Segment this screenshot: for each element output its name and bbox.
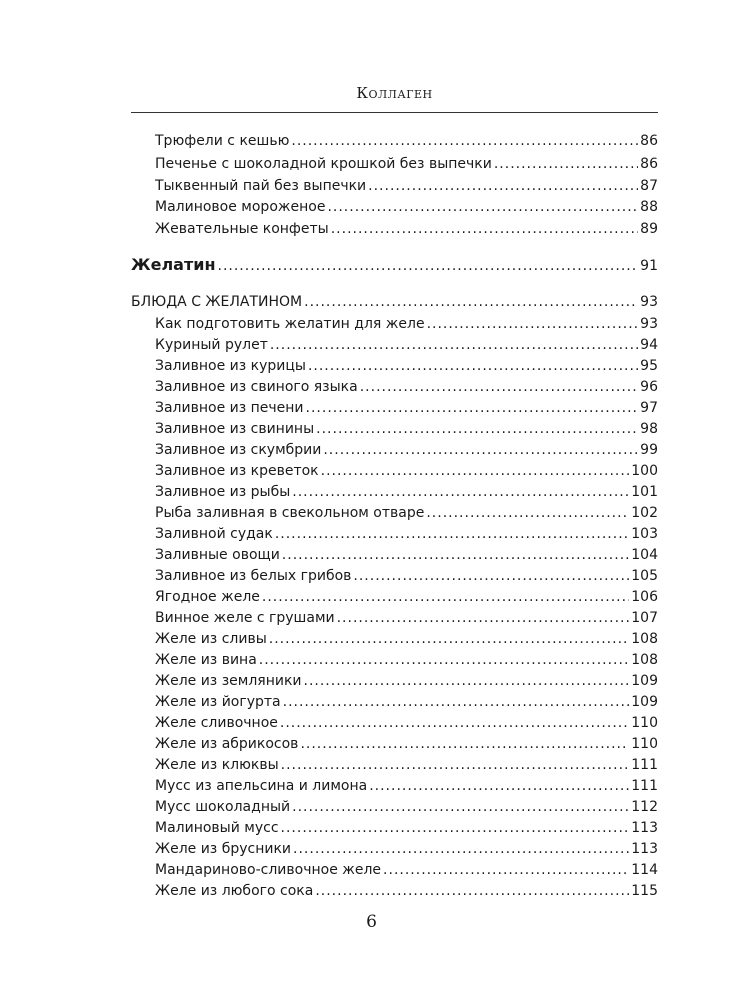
toc-entry [131, 691, 658, 713]
toc-leader [316, 418, 638, 440]
toc-entry [131, 523, 658, 545]
toc-entry-label: Малиновое мороженое [155, 199, 326, 215]
toc-entry [131, 586, 658, 608]
toc-leader [275, 523, 629, 545]
toc-leader [427, 313, 639, 335]
toc-entry [131, 817, 658, 839]
toc-leader [281, 817, 630, 839]
toc-entry-label: Мусс шоколадный [155, 799, 291, 815]
toc-entry-page: 88 [640, 199, 658, 215]
toc-entry-page: 114 [631, 862, 658, 878]
toc-entry [131, 418, 658, 440]
toc-entry-page: 93 [640, 294, 658, 310]
toc-entry [131, 880, 658, 902]
toc-entry [131, 733, 658, 755]
toc-leader [283, 691, 630, 713]
toc-entry-page: 107 [631, 610, 658, 626]
toc-entry-page: 95 [640, 358, 658, 374]
toc-leader [360, 376, 638, 398]
toc-entry-page: 86 [640, 156, 658, 172]
toc-entry [131, 153, 658, 175]
toc-entry-label: Рыба заливная в свекольном отваре [155, 505, 425, 521]
toc-leader [383, 859, 629, 881]
toc-entry [131, 754, 658, 776]
toc-entry-label: Ягодное желе [155, 589, 260, 605]
toc-entry-label: Тыквенный пай без выпечки [155, 178, 367, 194]
toc-entry-page: 86 [640, 133, 658, 149]
toc-entry-label: Заливное из скумбрии [155, 442, 322, 458]
toc-entry-label: Желе сливочное [155, 715, 278, 731]
toc-leader [353, 565, 629, 587]
toc-entry [131, 460, 658, 482]
toc-entry-page: 109 [631, 673, 658, 689]
toc-entry-label: Жевательные конфеты [155, 221, 329, 237]
toc-entry [131, 355, 658, 377]
toc-entry-label: Заливное из печени [155, 400, 304, 416]
toc-leader [323, 439, 638, 461]
toc-entry-page: 102 [631, 505, 658, 521]
toc-entry-page: 96 [640, 379, 658, 395]
toc-entry [131, 313, 658, 335]
toc-entry-page: 103 [631, 526, 658, 542]
toc-entry [131, 649, 658, 671]
toc-entry-page: 97 [640, 400, 658, 416]
toc-chapter [131, 291, 658, 313]
toc-entry-label: Заливное из белых грибов [155, 568, 352, 584]
toc-entry-label: Желе из земляники [155, 673, 302, 689]
toc-entry [131, 712, 658, 734]
toc-entry-page: 98 [640, 421, 658, 437]
toc-entry-page: 110 [631, 715, 658, 731]
toc-leader [292, 481, 629, 503]
toc-chapter-label: БЛЮДА С ЖЕЛАТИНОМ [131, 294, 303, 310]
toc-entry-page: 113 [631, 841, 658, 857]
toc-entry-label: Заливное из свинины [155, 421, 315, 437]
toc-entry [131, 838, 658, 860]
toc-entry-label: Желе из вина [155, 652, 257, 668]
toc-entry [131, 481, 658, 503]
toc-entry-page: 111 [631, 757, 658, 773]
toc-entry-label: Винное желе с грушами [155, 610, 335, 626]
toc-entry-page: 113 [631, 820, 658, 836]
toc-entry [131, 502, 658, 524]
toc-entry [131, 775, 658, 797]
toc-leader [368, 175, 638, 197]
toc-entry-page: 91 [640, 258, 658, 274]
toc-entry-label: Заливное из креветок [155, 463, 319, 479]
toc-leader [270, 334, 638, 356]
toc-leader [337, 607, 630, 629]
toc-entry-label: Желе из йогурта [155, 694, 281, 710]
toc-section-heading [131, 254, 658, 276]
toc-entry [131, 376, 658, 398]
toc-leader [321, 460, 630, 482]
toc-entry [131, 218, 658, 240]
toc-entry [131, 196, 658, 218]
toc-entry-page: 111 [631, 778, 658, 794]
running-header: Коллаген [356, 84, 433, 102]
toc-entry-page: 108 [631, 652, 658, 668]
toc-entry-page: 101 [631, 484, 658, 500]
toc-entry-page: 105 [631, 568, 658, 584]
toc-entry [131, 334, 658, 356]
toc-leader [292, 796, 629, 818]
toc-entry-page: 108 [631, 631, 658, 647]
toc-leader [426, 502, 629, 524]
toc-section-label: Желатин [131, 255, 216, 274]
page-number: 6 [366, 912, 377, 932]
toc-entry-label: Куриный рулет [155, 337, 268, 353]
toc-entry [131, 796, 658, 818]
toc-entry-label: Желе из клюквы [155, 757, 279, 773]
toc-leader [304, 670, 630, 692]
toc-entry-label: Заливное из курицы [155, 358, 306, 374]
toc-entry [131, 565, 658, 587]
toc-entry-label: Заливное из свиного языка [155, 379, 358, 395]
toc-entry-page: 93 [640, 316, 658, 332]
toc-entry-page: 106 [631, 589, 658, 605]
toc-leader [262, 586, 629, 608]
toc-entry [131, 544, 658, 566]
toc-entry-label: Желе из сливы [155, 631, 267, 647]
toc-entry-page: 115 [631, 883, 658, 899]
toc-leader [300, 733, 629, 755]
toc-leader [304, 291, 638, 313]
toc-leader [327, 196, 638, 218]
toc-leader [331, 218, 638, 240]
toc-leader [259, 649, 629, 671]
toc-leader [369, 775, 629, 797]
toc-entry-label: Мусс из апельсина и лимона [155, 778, 368, 794]
toc-entry-page: 112 [631, 799, 658, 815]
toc-entry [131, 670, 658, 692]
toc-entry [131, 175, 658, 197]
toc-entry [131, 439, 658, 461]
toc-leader [269, 628, 630, 650]
toc-leader [218, 255, 639, 276]
toc-entry-label: Желе из любого сока [155, 883, 314, 899]
toc-entry [131, 607, 658, 629]
toc-leader [308, 355, 638, 377]
toc-leader [291, 130, 638, 152]
toc-entry-label: Печенье с шоколадной крошкой без выпечки [155, 156, 492, 172]
toc-leader [281, 754, 630, 776]
toc-entry-page: 104 [631, 547, 658, 563]
toc-leader [494, 153, 638, 175]
toc-leader [306, 397, 639, 419]
toc-entry-label: Желе из брусники [155, 841, 292, 857]
toc-entry-label: Заливное из рыбы [155, 484, 291, 500]
toc-entry-label: Мандариново-сливочное желе [155, 862, 382, 878]
toc-entry-page: 100 [631, 463, 658, 479]
toc-entry [131, 130, 658, 152]
toc-entry [131, 628, 658, 650]
toc-leader [315, 880, 629, 902]
table-of-contents [131, 0, 658, 900]
toc-entry-page: 89 [640, 221, 658, 237]
toc-entry-label: Заливные овощи [155, 547, 280, 563]
toc-entry [131, 397, 658, 419]
toc-entry-label: Трюфели с кешью [155, 133, 290, 149]
toc-entry-page: 87 [640, 178, 658, 194]
toc-entry-label: Малиновый мусс [155, 820, 279, 836]
toc-entry-page: 110 [631, 736, 658, 752]
toc-entry-page: 109 [631, 694, 658, 710]
toc-entry-page: 99 [640, 442, 658, 458]
toc-leader [282, 544, 629, 566]
toc-entry-label: Желе из абрикосов [155, 736, 299, 752]
toc-leader [293, 838, 629, 860]
toc-entry [131, 859, 658, 881]
toc-leader [280, 712, 629, 734]
toc-entry-label: Заливной судак [155, 526, 273, 542]
toc-entry-page: 94 [640, 337, 658, 353]
toc-entry-label: Как подготовить желатин для желе [155, 316, 425, 332]
